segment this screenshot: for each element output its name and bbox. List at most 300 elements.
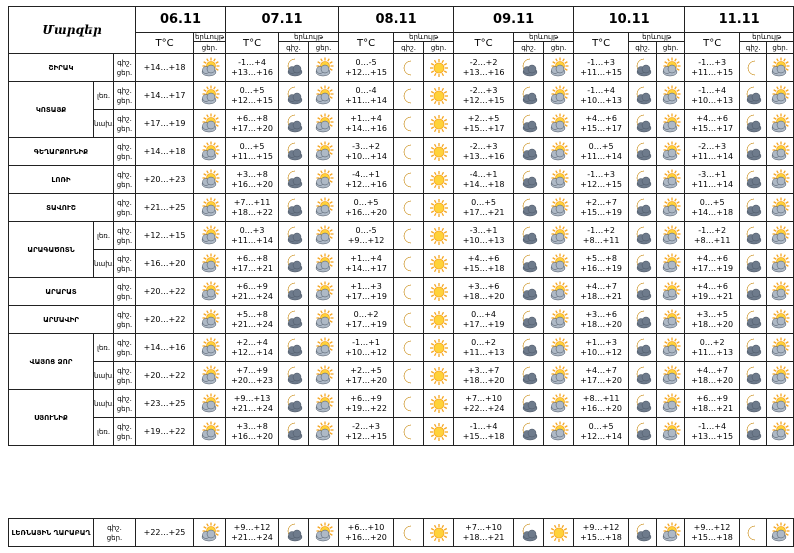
moon-behind-cloud-icon [518,523,540,543]
temp-cell [339,138,394,166]
night-temp: +7…+9 [236,365,268,375]
sun-icon [428,338,450,358]
day-temp: +15…+18 [462,263,505,273]
time-of-day-cell [114,250,136,278]
night-temp: +4…+6 [696,253,728,263]
icon-cell [309,82,339,110]
day-label: ցեր. [116,432,133,441]
sun-behind-cloud-icon [199,523,221,543]
temp-cell [454,82,514,110]
region-name [9,54,114,82]
icon-cell [394,138,424,166]
region-label: ԼՈՌԻ [51,175,71,184]
icon-cell [657,418,685,446]
crescent-moon-icon [398,254,420,274]
phenomena-header [740,33,794,42]
sun-icon [428,114,450,134]
region-label: ՍՅՈՒՆԻՔ [34,413,68,422]
icon-cell [544,519,574,547]
region-name [9,519,94,547]
moon-behind-cloud-icon [742,254,764,274]
temp-cell [136,306,194,334]
icon-cell [629,306,657,334]
day-temp: +16…+20 [345,207,387,217]
icon-cell [194,110,226,138]
night-temp: +7…+10 [465,522,502,532]
day-temp: +10…+13 [462,235,505,245]
day-temp: +18…+20 [462,291,505,301]
icon-cell [657,110,685,138]
temp-cell [574,194,629,222]
crescent-moon-icon [398,523,420,543]
icon-cell [514,250,544,278]
crescent-moon-icon [742,523,764,543]
sun-icon [548,523,570,543]
day-temp: +17…+20 [345,375,387,385]
icon-cell [309,166,339,194]
day-temp: +12…+14 [580,431,622,441]
time-of-day-cell [114,390,136,418]
night-temp: +3…+6 [585,309,617,319]
temp-cell [136,334,194,362]
day-temp: +11…+15 [231,151,273,161]
day-temp: +18…+21 [691,403,734,413]
night-temp: -3…+2 [352,141,380,151]
sun-behind-cloud-icon [313,114,335,134]
crescent-moon-icon [398,170,420,190]
region-name [9,222,94,278]
date-header [226,7,339,33]
sun-behind-cloud-icon [548,254,570,274]
day-temp: +15…+17 [580,123,622,133]
temp-value: +17…+19 [143,118,186,128]
sun-behind-cloud-icon [313,394,335,414]
icon-cell [309,222,339,250]
night-temp: +5…+8 [585,253,617,263]
temp-cell [226,362,279,390]
icon-cell [279,222,309,250]
day-temp: +17…+21 [462,207,505,217]
temp-cell [226,418,279,446]
temp-cell [454,194,514,222]
day-header [424,42,454,54]
night-temp: +4…+7 [696,365,728,375]
temp-cell [685,250,740,278]
sun-icon [428,198,450,218]
temp-cell [454,138,514,166]
moon-behind-cloud-icon [742,198,764,218]
table-row [9,334,794,362]
sun-behind-cloud-icon [199,58,221,78]
icon-cell [767,222,794,250]
icon-cell [279,362,309,390]
icon-cell [394,519,424,547]
temp-cell [136,138,194,166]
night-temp: -1…+2 [698,225,727,235]
temp-cell [454,110,514,138]
sun-behind-cloud-icon [769,282,791,302]
moon-behind-cloud-icon [632,394,654,414]
moon-behind-cloud-icon [632,254,654,274]
table-row [9,82,794,110]
day-temp: +20…+23 [231,375,273,385]
icon-cell [740,82,767,110]
day-temp: +17…+19 [691,263,734,273]
night-temp: -1…+4 [469,421,498,431]
moon-behind-cloud-icon [518,114,540,134]
icon-cell [309,418,339,446]
night-label: գիշ. [117,310,132,319]
time-of-day-cell [114,82,136,110]
night-temp: +2…+4 [236,337,268,347]
icon-cell [424,519,454,547]
sun-behind-cloud-icon [769,114,791,134]
day-header [657,42,685,54]
phenomena-label: երևույթ [293,33,324,41]
icon-cell [629,110,657,138]
phenomena-header [394,33,454,42]
night-temp: +6…+8 [236,113,268,123]
icon-cell [194,222,226,250]
night-temp: -1…+2 [587,225,616,235]
day-temp: +16…+20 [580,403,622,413]
icon-cell [629,82,657,110]
night-header [629,42,657,54]
time-of-day-cell [114,138,136,166]
sun-behind-cloud-icon [769,422,791,442]
moon-behind-cloud-icon [518,198,540,218]
day-temp: +11…+13 [691,347,734,357]
date-header [339,7,454,33]
day-temp: +11…+13 [462,347,505,357]
night-temp: 0…+5 [588,421,614,431]
icon-cell [194,418,226,446]
temp-cell [574,166,629,194]
night-temp: 0…+5 [239,85,265,95]
icon-cell [394,222,424,250]
temp-header [454,33,514,54]
day-temp: +11…+14 [691,151,734,161]
table-row [9,194,794,222]
temp-cell [136,54,194,82]
temp-cell [339,306,394,334]
night-temp: +3…+5 [696,309,728,319]
region-name [9,194,114,222]
sun-behind-cloud-icon [769,338,791,358]
sun-icon [428,422,450,442]
icon-cell [514,306,544,334]
icon-cell [309,250,339,278]
icon-cell [194,334,226,362]
icon-cell [194,362,226,390]
day-temp: +9…+12 [347,235,385,245]
temp-cell [574,418,629,446]
temp-header [136,33,194,54]
temp-cell [574,519,629,547]
region-label: ՎԱՅՈՑ ՁՈՐ [29,357,73,366]
sun-behind-cloud-icon [660,114,682,134]
moon-behind-cloud-icon [283,142,305,162]
day-temp: +8…+11 [582,235,620,245]
icon-cell [309,110,339,138]
night-header [740,42,767,54]
region-label: ԿՈՏԱՅՔ [35,105,67,114]
icon-cell [514,222,544,250]
table-row [9,418,794,446]
date-label: 10.11 [608,12,650,27]
region-label: ԱՐԱՐԱՏ [45,287,77,296]
icon-cell [767,306,794,334]
day-label: ցեր. [116,236,133,245]
icon-cell [514,390,544,418]
night-temp: +4…+6 [696,113,728,123]
temp-cell [454,278,514,306]
temp-cell [136,222,194,250]
date-label: 09.11 [493,12,535,27]
moon-behind-cloud-icon [742,338,764,358]
temp-cell [574,82,629,110]
moon-behind-cloud-icon [632,198,654,218]
moon-behind-cloud-icon [283,58,305,78]
icon-cell [740,138,767,166]
date-header [685,7,794,33]
icon-cell [767,278,794,306]
icon-cell [514,110,544,138]
forecast-table [8,6,794,446]
icon-cell [394,306,424,334]
icon-cell [629,166,657,194]
temp-cell [574,278,629,306]
sun-behind-cloud-icon [313,310,335,330]
icon-cell [657,250,685,278]
icon-cell [394,82,424,110]
sun-icon [428,523,450,543]
sun-behind-cloud-icon [660,523,682,543]
temp-cell [685,138,740,166]
sun-behind-cloud-icon [313,338,335,358]
sun-behind-cloud-icon [548,86,570,106]
moon-behind-cloud-icon [518,170,540,190]
night-temp: 0…+2 [471,337,497,347]
sun-behind-cloud-icon [660,58,682,78]
moon-behind-cloud-icon [518,254,540,274]
day-temp: +17…+20 [231,123,273,133]
day-temp: +12…+15 [462,95,505,105]
sun-behind-cloud-icon [660,310,682,330]
temp-cell [226,250,279,278]
temp-cell [685,418,740,446]
icon-cell [657,519,685,547]
icon-cell [740,390,767,418]
temp-value: +22…+25 [143,527,186,537]
icon-cell [629,250,657,278]
moon-behind-cloud-icon [518,58,540,78]
moon-behind-cloud-icon [518,394,540,414]
icon-cell [657,306,685,334]
day-label: ցեր. [116,404,133,413]
icon-cell [740,250,767,278]
icon-cell [767,390,794,418]
temp-cell [454,519,514,547]
day-temp: +12…+16 [345,179,387,189]
icon-cell [309,334,339,362]
time-of-day-cell [114,54,136,82]
icon-cell [309,362,339,390]
day-temp: +18…+21 [462,532,505,542]
temp-cell [136,82,194,110]
night-header [279,42,309,54]
temp-cell [574,110,629,138]
icon-cell [279,334,309,362]
icon-cell [424,306,454,334]
sun-behind-cloud-icon [548,58,570,78]
temp-label: T°C [703,37,722,49]
day-label: ցեր. [116,180,133,189]
day-temp: +11…+15 [580,67,622,77]
crescent-moon-icon [398,86,420,106]
sun-behind-cloud-icon [199,254,221,274]
day-temp: +17…+19 [345,291,387,301]
icon-cell [309,138,339,166]
icon-cell [279,110,309,138]
subzone-cell [94,362,114,390]
icon-cell [629,362,657,390]
date-header [136,7,226,33]
icon-cell [767,250,794,278]
day-temp: +11…+14 [691,179,734,189]
icon-cell [544,306,574,334]
temp-cell [574,390,629,418]
sun-behind-cloud-icon [199,422,221,442]
temp-cell [136,194,194,222]
day-temp: +11…+14 [231,235,273,245]
icon-cell [657,390,685,418]
date-label: 11.11 [718,12,760,27]
day-temp: +14…+18 [691,207,734,217]
temp-cell [685,306,740,334]
night-label: գիշ. [401,43,416,52]
sun-behind-cloud-icon [313,422,335,442]
icon-cell [514,519,544,547]
subzone-cell [94,250,114,278]
temp-cell [685,82,740,110]
temp-cell [226,390,279,418]
night-label: գիշ. [635,43,650,52]
moon-behind-cloud-icon [742,86,764,106]
night-label: գիշ. [117,198,132,207]
sun-behind-cloud-icon [199,86,221,106]
night-temp: +3…+8 [236,169,268,179]
sun-behind-cloud-icon [548,338,570,358]
temp-cell [339,166,394,194]
icon-cell [629,519,657,547]
night-temp: 0…-4 [355,85,377,95]
date-header [574,7,685,33]
region-label: ԱՐՄԱՎԻՐ [43,315,79,324]
icon-cell [424,390,454,418]
icon-cell [194,82,226,110]
temp-cell [685,222,740,250]
night-header [514,42,544,54]
sun-behind-cloud-icon [199,282,221,302]
icon-cell [629,222,657,250]
icon-cell [424,250,454,278]
temp-cell [136,166,194,194]
sun-behind-cloud-icon [660,226,682,246]
temp-label: T°C [474,37,493,49]
night-label: գիշ. [117,114,132,123]
icon-cell [767,110,794,138]
icon-cell [657,166,685,194]
phenomena-label: երևույթ [409,33,439,41]
day-temp: +15…+19 [580,207,622,217]
sun-behind-cloud-icon [313,523,335,543]
temp-value: +21…+25 [143,202,186,212]
time-of-day-cell [114,334,136,362]
sun-behind-cloud-icon [548,394,570,414]
subzone-cell [94,334,114,362]
table-row [9,222,794,250]
temp-cell [685,519,740,547]
sun-icon [428,142,450,162]
temp-cell [454,418,514,446]
moon-behind-cloud-icon [632,310,654,330]
temp-value: +20…+22 [143,370,186,380]
moon-behind-cloud-icon [742,226,764,246]
icon-cell [767,82,794,110]
icon-cell [514,278,544,306]
temp-value: +16…+20 [143,258,186,268]
temp-cell [136,362,194,390]
icon-cell [544,222,574,250]
date-label: 06.11 [159,12,202,27]
night-label: գիշ. [117,254,132,263]
icon-cell [424,418,454,446]
icon-cell [544,54,574,82]
night-temp: +6…+9 [236,281,268,291]
temp-value: +12…+15 [143,230,186,240]
icon-cell [309,54,339,82]
icon-cell [544,82,574,110]
temp-cell [685,278,740,306]
crescent-moon-icon [398,58,420,78]
temp-cell [226,166,279,194]
day-label: ցեր. [116,208,133,217]
phenomena-label: երևույթ [194,33,225,41]
phenomena-header [629,33,685,42]
icon-cell [279,138,309,166]
temp-cell [685,390,740,418]
icon-cell [767,519,794,547]
icon-cell [279,250,309,278]
night-temp: 0…+5 [588,141,614,151]
temp-cell [339,278,394,306]
day-label: ցեր. [315,43,332,52]
temp-cell [685,362,740,390]
temp-value: +20…+22 [143,314,186,324]
temp-cell [339,194,394,222]
day-temp: +16…+20 [345,532,387,542]
night-temp: -2…+3 [469,141,498,151]
day-temp: +16…+20 [231,431,273,441]
icon-cell [194,138,226,166]
moon-behind-cloud-icon [283,523,305,543]
phenomena-label: երևույթ [642,33,672,41]
night-temp: +9…+13 [233,393,271,403]
icon-cell [194,306,226,334]
day-temp: +15…+17 [462,123,505,133]
night-label: գիշ. [117,394,132,403]
